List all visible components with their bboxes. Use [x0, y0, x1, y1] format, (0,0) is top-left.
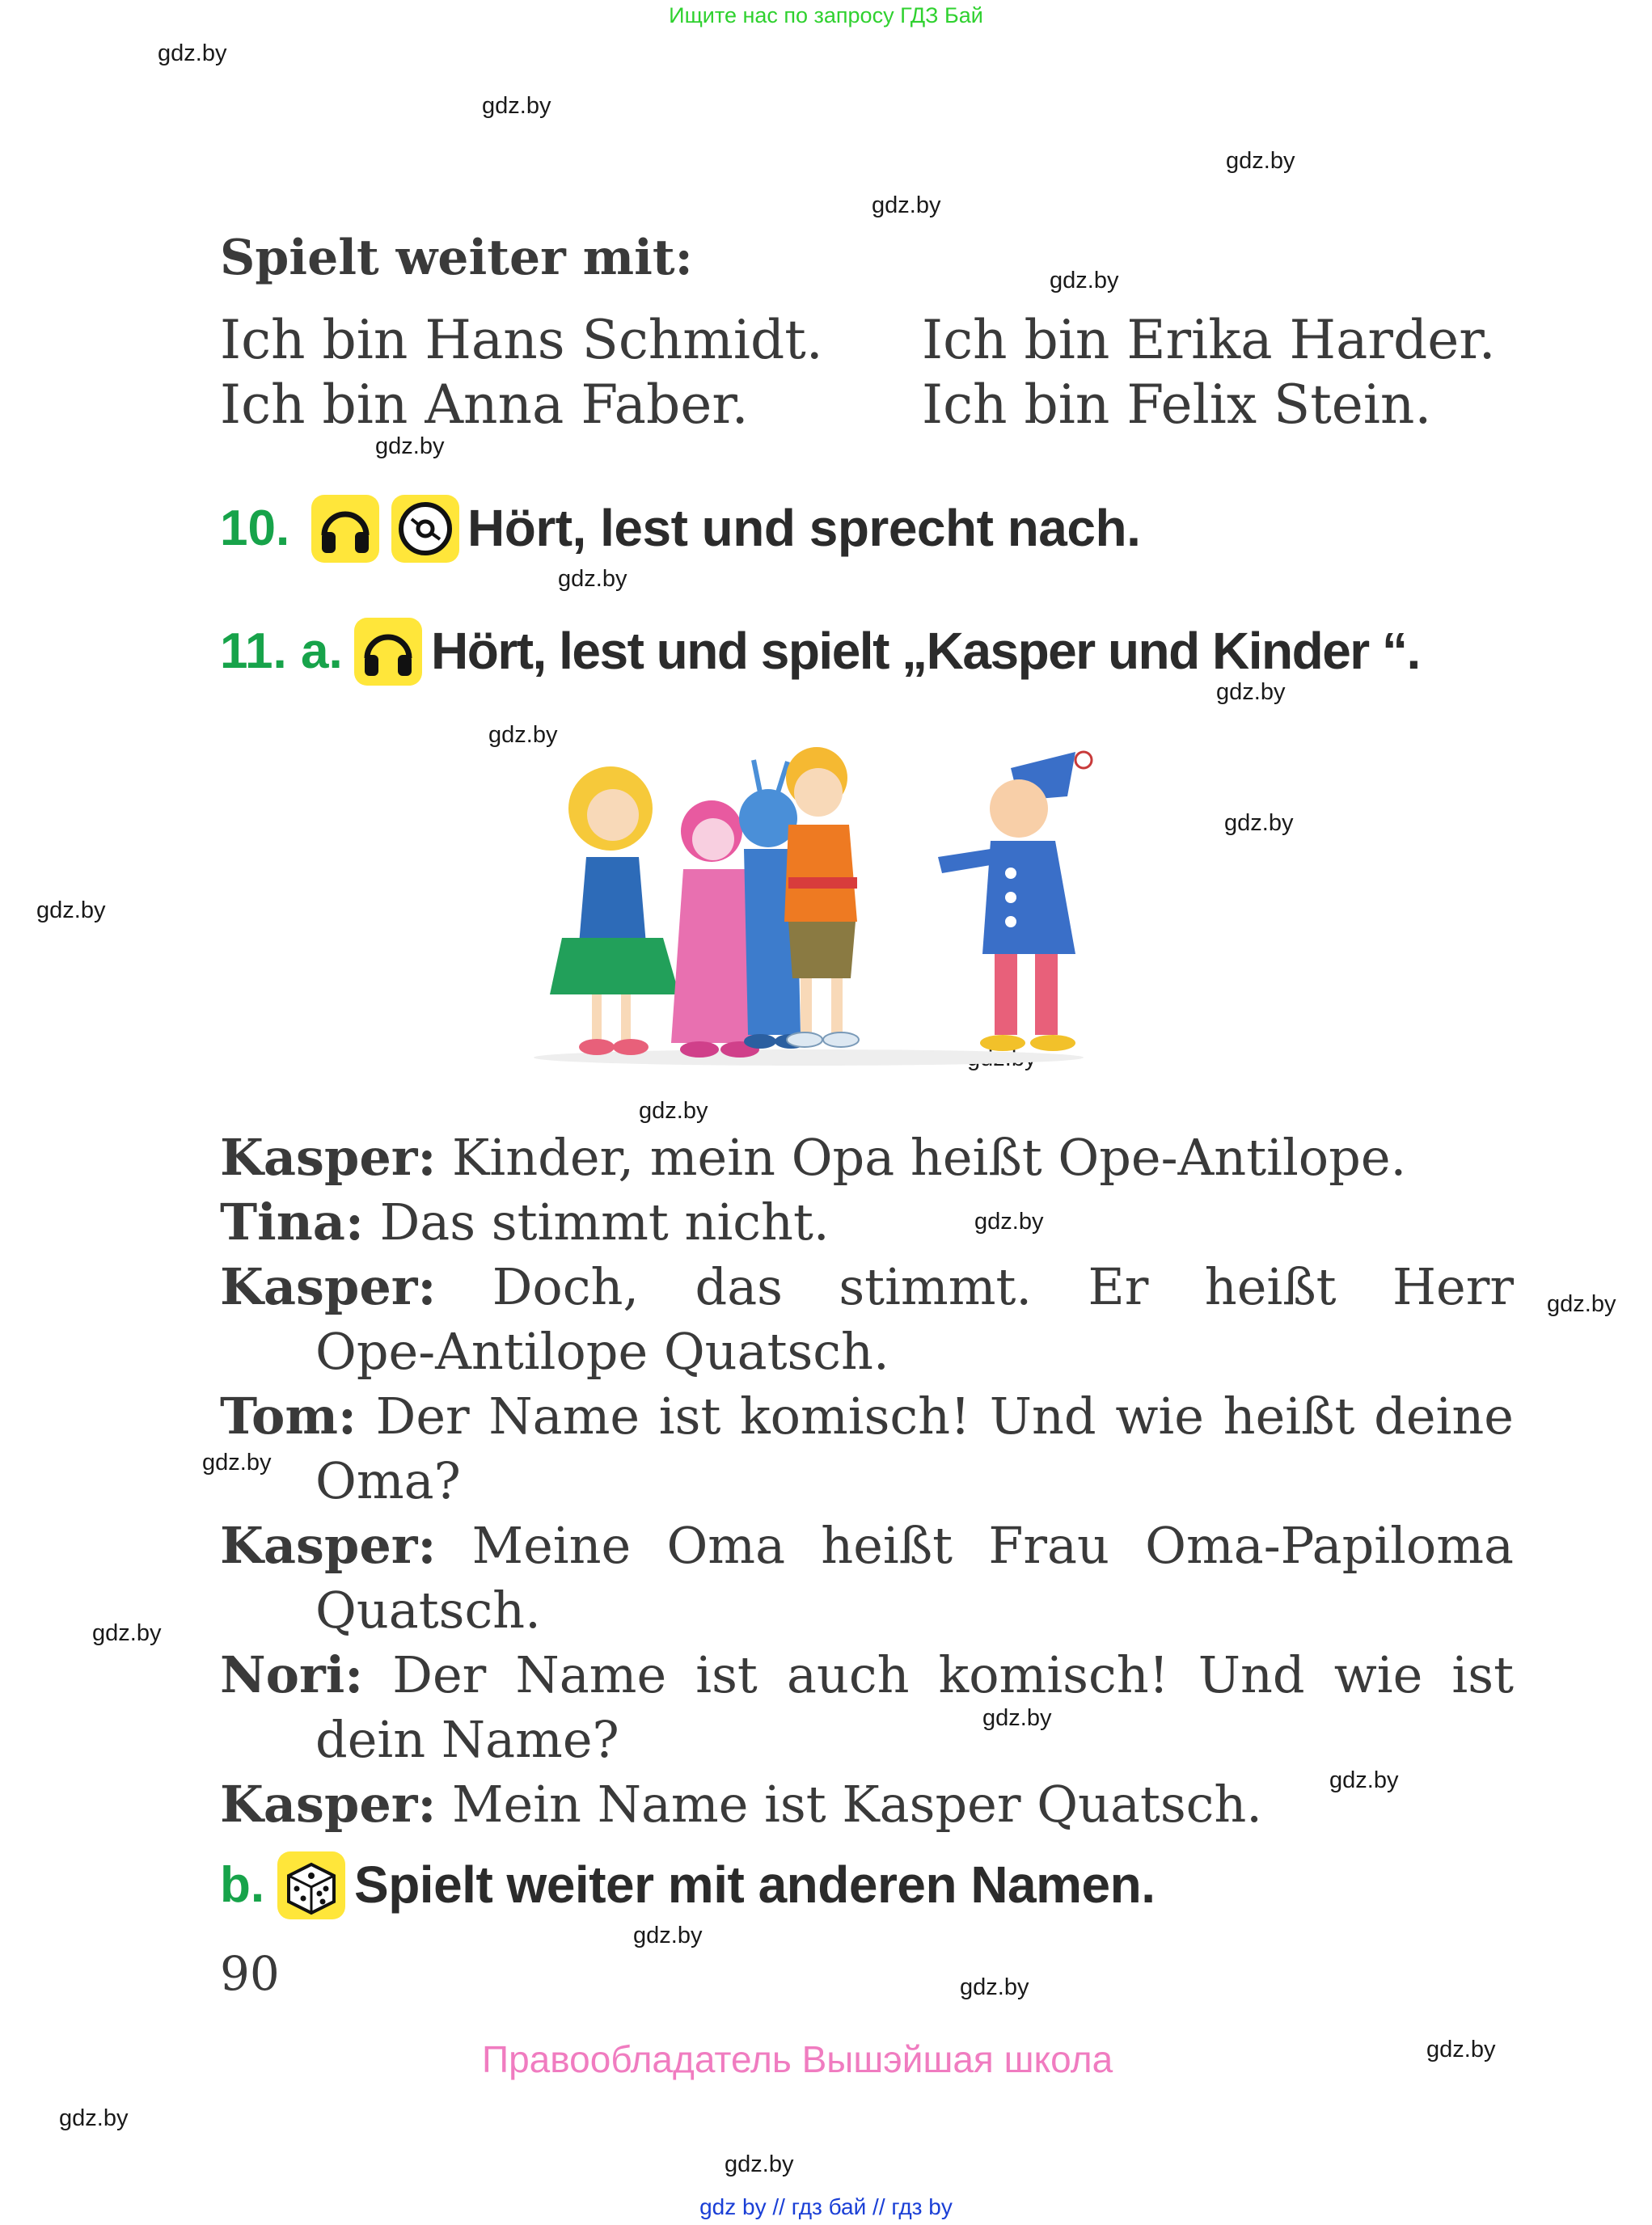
watermark: gdz.by: [633, 1923, 703, 1948]
cd-icon: [391, 495, 459, 563]
watermark: gdz.by: [202, 1450, 272, 1476]
headphones-icon: [311, 495, 379, 563]
dialogue-continuation: Ope-Antilope Quatsch.: [315, 1322, 889, 1381]
dialogue-continuation: Oma?: [315, 1451, 461, 1510]
speaker-name: Nori: [220, 1645, 345, 1704]
exercise-number: 10.: [220, 500, 290, 556]
speaker-name: Kasper: [220, 1516, 418, 1575]
name-line: Ich bin Erika Harder.: [922, 309, 1496, 371]
speaker-name: Kasper: [220, 1775, 418, 1834]
watermark: gdz.by: [982, 1705, 1052, 1731]
speaker-name: Tom: [220, 1387, 338, 1446]
dialogue-continuation: dein Name?: [315, 1710, 619, 1769]
watermark: gdz.by: [558, 566, 627, 592]
exercise-number: b.: [220, 1857, 265, 1913]
children-and-kasper-illustration: [518, 736, 1132, 1067]
footer-separator: //: [872, 2194, 885, 2219]
dialogue-line: Tina: Das stimmt nicht.: [220, 1193, 830, 1252]
watermark: gdz.by: [36, 897, 106, 923]
watermark: gdz.by: [1226, 148, 1295, 174]
footer-link[interactable]: gdz by: [699, 2194, 767, 2219]
page-number: 90: [220, 1946, 280, 2001]
speech-text: Doch, das stimmt. Er heißt Herr: [492, 1257, 1514, 1316]
footer-link[interactable]: гдз бай: [791, 2194, 867, 2219]
section-heading: Spielt weiter mit:: [220, 230, 693, 286]
dialogue-line: Kasper: Doch, das stimmt. Er heißt Herr: [220, 1257, 1514, 1316]
footer-links: [0, 2194, 1652, 2220]
speech-text: Kinder, mein Opa heißt Ope-Antilope.: [452, 1128, 1407, 1187]
watermark: gdz.by: [639, 1098, 708, 1124]
watermark: gdz.by: [158, 40, 227, 66]
watermark: gdz.by: [1547, 1291, 1616, 1317]
watermark: gdz.by: [92, 1620, 162, 1646]
speaker-name: Kasper: [220, 1128, 418, 1187]
footer-link[interactable]: гдз by: [891, 2194, 953, 2219]
dice-icon: [277, 1851, 345, 1919]
exercise-instruction: Hört, lest und sprecht nach.: [467, 499, 1141, 557]
watermark: gdz.by: [375, 433, 445, 459]
top-banner: Ищите нас по запросу ГДЗ Бай: [669, 3, 983, 27]
dialogue-continuation: Quatsch.: [315, 1581, 541, 1640]
speech-text: Das stimmt nicht.: [379, 1193, 830, 1252]
speaker-name: Tina: [220, 1193, 345, 1252]
name-line: Ich bin Hans Schmidt.: [220, 309, 823, 371]
rights-holder: Правообладатель Вышэйшая школа: [482, 2038, 1113, 2080]
watermark: gdz.by: [1426, 2037, 1496, 2062]
watermark: gdz.by: [872, 192, 941, 218]
watermark: gdz.by: [1224, 810, 1294, 836]
dialogue-line: Kasper: Meine Oma heißt Frau Oma-Papiloma: [220, 1516, 1514, 1575]
speech-text: Der Name ist komisch! Und wie heißt deine: [375, 1387, 1514, 1446]
dialogue-line: Kasper: Kinder, mein Opa heißt Ope-Antilope.: [220, 1128, 1407, 1187]
watermark: gdz.by: [960, 1974, 1029, 2000]
speech-text: Der Name ist auch komisch! Und wie ist: [392, 1645, 1514, 1704]
watermark: gdz.by: [59, 2105, 129, 2131]
speaker-name: Kasper: [220, 1257, 418, 1316]
speech-text: Meine Oma heißt Frau Oma-Papiloma: [471, 1516, 1514, 1575]
dialogue-line: Kasper: Mein Name ist Kasper Quatsch.: [220, 1775, 1263, 1834]
name-line: Ich bin Felix Stein.: [922, 374, 1432, 436]
watermark: gdz.by: [488, 722, 558, 748]
footer-separator: //: [772, 2194, 785, 2219]
dialogue-line: Tom: Der Name ist komisch! Und wie heißt deine: [220, 1387, 1514, 1446]
watermark: gdz.by: [725, 2151, 794, 2177]
watermark: gdz.by: [1329, 1767, 1399, 1793]
exercise-instruction: Hört, lest und spielt „Kasper und Kinder “.: [431, 622, 1420, 680]
name-line: Ich bin Anna Faber.: [220, 374, 749, 436]
watermark: gdz.by: [1216, 679, 1286, 705]
watermark: gdz.by: [1050, 268, 1119, 293]
speech-text: Mein Name ist Kasper Quatsch.: [452, 1775, 1263, 1834]
watermark: gdz.by: [482, 93, 551, 119]
exercise-number: 11. a.: [220, 623, 343, 679]
headphones-icon: [354, 618, 422, 686]
exercise-instruction: Spielt weiter mit anderen Namen.: [354, 1856, 1156, 1914]
dialogue-line: Nori: Der Name ist auch komisch! Und wie ist: [220, 1645, 1514, 1704]
watermark: gdz.by: [974, 1209, 1044, 1235]
